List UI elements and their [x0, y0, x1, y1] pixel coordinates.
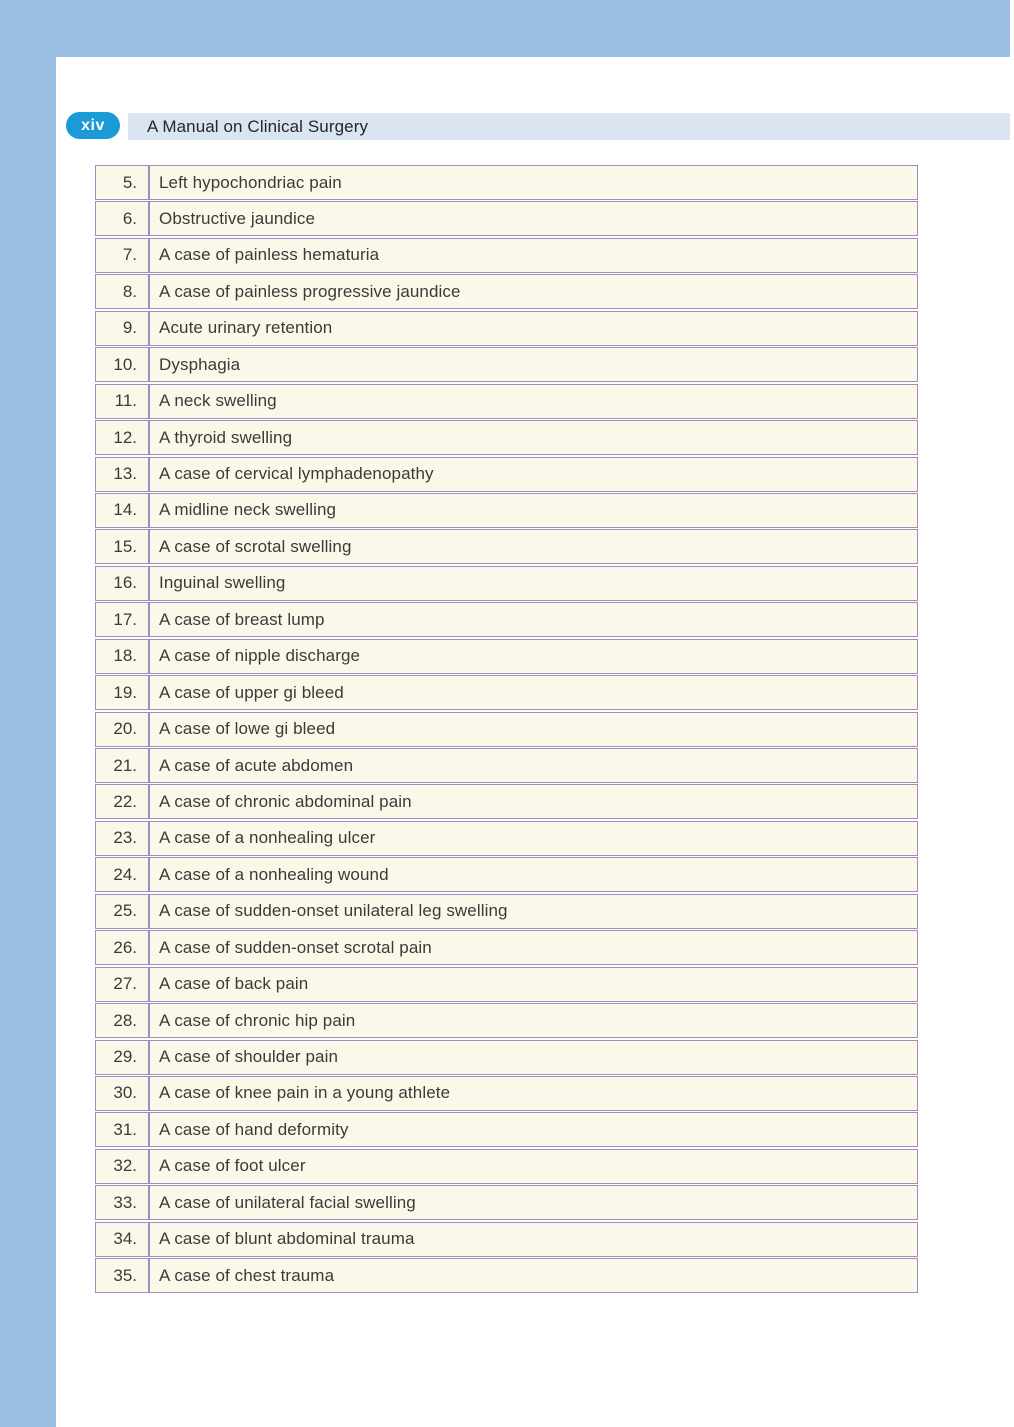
case-number: 19.: [96, 676, 149, 709]
case-title: Acute urinary retention: [149, 312, 917, 345]
table-row: [95, 529, 918, 564]
case-number: 20.: [96, 713, 149, 746]
case-title: A case of chronic abdominal pain: [149, 785, 917, 818]
page-frame-top: [0, 0, 1010, 57]
case-title: A case of back pain: [149, 968, 917, 1001]
case-number: 11.: [96, 385, 149, 418]
table-row: [95, 238, 918, 273]
page-number-label: xiv: [81, 116, 105, 134]
case-number: 7.: [96, 239, 149, 272]
case-title: A case of painless hematuria: [149, 239, 917, 272]
case-number: 10.: [96, 348, 149, 381]
case-number: 12.: [96, 421, 149, 454]
table-row: [95, 894, 918, 929]
case-title: Obstructive jaundice: [149, 202, 917, 235]
case-number: 29.: [96, 1041, 149, 1074]
table-row: [95, 784, 918, 819]
table-row: [95, 1222, 918, 1257]
case-number: 8.: [96, 275, 149, 308]
case-title: A case of sudden-onset scrotal pain: [149, 931, 917, 964]
table-row: [95, 566, 918, 601]
table-row: [95, 274, 918, 309]
case-title: Inguinal swelling: [149, 567, 917, 600]
table-row: [95, 1112, 918, 1147]
table-row: [95, 457, 918, 492]
case-number: 25.: [96, 895, 149, 928]
case-title: A case of foot ulcer: [149, 1150, 917, 1183]
case-title: Dysphagia: [149, 348, 917, 381]
case-title: A case of lowe gi bleed: [149, 713, 917, 746]
table-row: [95, 1040, 918, 1075]
table-row: [95, 1149, 918, 1184]
page-frame-left: [0, 0, 56, 1427]
case-title: A case of a nonhealing wound: [149, 858, 917, 891]
table-row: [95, 420, 918, 455]
table-row: [95, 821, 918, 856]
table-row: [95, 201, 918, 236]
table-row: [95, 967, 918, 1002]
case-number: 35.: [96, 1259, 149, 1292]
table-row: [95, 347, 918, 382]
case-number: 14.: [96, 494, 149, 527]
case-number: 16.: [96, 567, 149, 600]
case-number: 27.: [96, 968, 149, 1001]
case-title: A case of painless progressive jaundice: [149, 275, 917, 308]
case-number: 17.: [96, 603, 149, 636]
table-row: [95, 1258, 918, 1293]
table-row: [95, 639, 918, 674]
case-title: A case of knee pain in a young athlete: [149, 1077, 917, 1110]
case-title: A case of a nonhealing ulcer: [149, 822, 917, 855]
case-title: A midline neck swelling: [149, 494, 917, 527]
case-number: 34.: [96, 1223, 149, 1256]
case-number: 13.: [96, 458, 149, 491]
case-title: A neck swelling: [149, 385, 917, 418]
case-number: 28.: [96, 1004, 149, 1037]
case-number: 15.: [96, 530, 149, 563]
table-row: [95, 712, 918, 747]
case-title: A case of nipple discharge: [149, 640, 917, 673]
table-row: [95, 602, 918, 637]
page-number-badge: [66, 112, 120, 139]
case-number: 9.: [96, 312, 149, 345]
case-title: A case of hand deformity: [149, 1113, 917, 1146]
table-row: [95, 1003, 918, 1038]
table-row: [95, 748, 918, 783]
case-title: A case of acute abdomen: [149, 749, 917, 782]
running-header-bar: [128, 113, 1010, 140]
case-number: 23.: [96, 822, 149, 855]
table-row: [95, 1185, 918, 1220]
case-title: A thyroid swelling: [149, 421, 917, 454]
case-number: 31.: [96, 1113, 149, 1146]
case-title: Left hypochondriac pain: [149, 166, 917, 199]
case-title: A case of chronic hip pain: [149, 1004, 917, 1037]
table-row: [95, 675, 918, 710]
case-title: A case of sudden-onset unilateral leg swelling: [149, 895, 917, 928]
table-row: [95, 493, 918, 528]
cases-table: [95, 165, 918, 1295]
case-number: 30.: [96, 1077, 149, 1110]
case-number: 6.: [96, 202, 149, 235]
table-row: [95, 165, 918, 200]
case-title: A case of chest trauma: [149, 1259, 917, 1292]
table-row: [95, 1076, 918, 1111]
case-number: 24.: [96, 858, 149, 891]
case-number: 18.: [96, 640, 149, 673]
case-number: 5.: [96, 166, 149, 199]
case-number: 22.: [96, 785, 149, 818]
case-number: 32.: [96, 1150, 149, 1183]
table-row: [95, 857, 918, 892]
table-row: [95, 311, 918, 346]
case-number: 33.: [96, 1186, 149, 1219]
case-title: A case of blunt abdominal trauma: [149, 1223, 917, 1256]
case-title: A case of scrotal swelling: [149, 530, 917, 563]
case-title: A case of unilateral facial swelling: [149, 1186, 917, 1219]
case-title: A case of shoulder pain: [149, 1041, 917, 1074]
case-number: 26.: [96, 931, 149, 964]
case-title: A case of upper gi bleed: [149, 676, 917, 709]
case-title: A case of breast lump: [149, 603, 917, 636]
book-title: A Manual on Clinical Surgery: [147, 116, 369, 136]
table-row: [95, 384, 918, 419]
case-number: 21.: [96, 749, 149, 782]
table-row: [95, 930, 918, 965]
case-title: A case of cervical lymphadenopathy: [149, 458, 917, 491]
